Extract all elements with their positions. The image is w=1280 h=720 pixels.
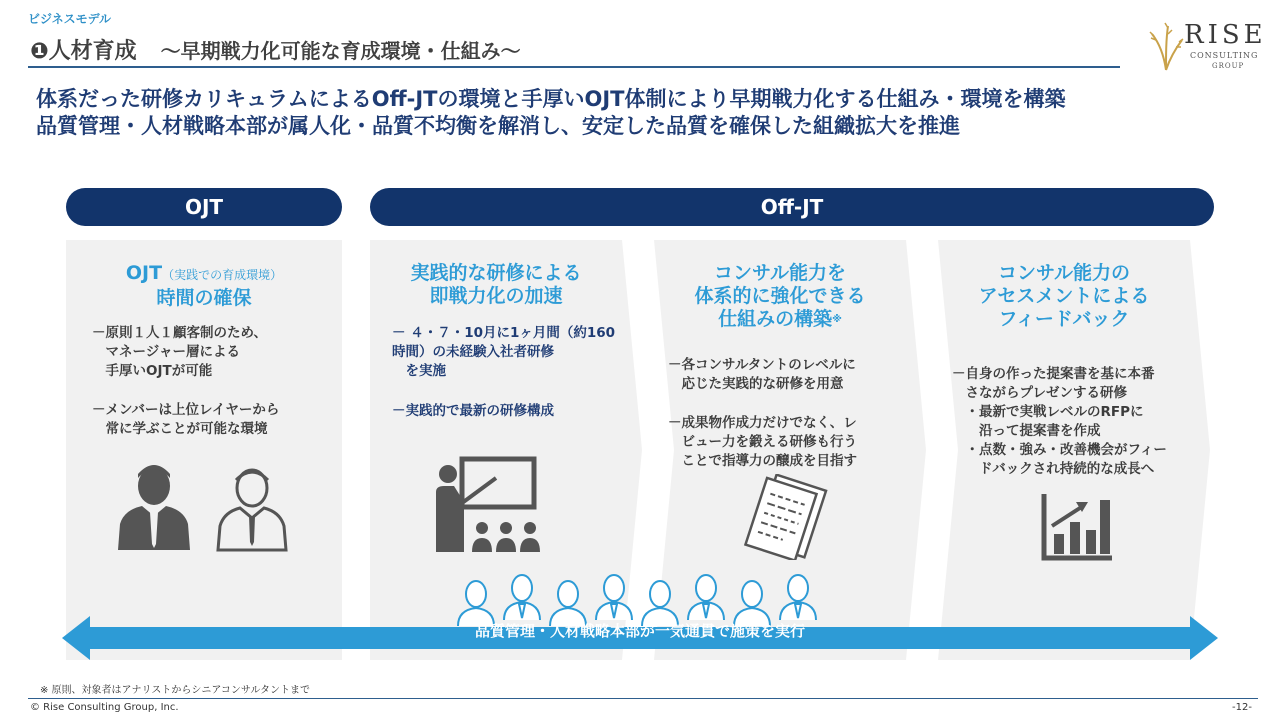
business-people-icon [112, 458, 302, 554]
logo-text: RISE [1184, 20, 1267, 50]
system-bullet-2: －成果物作成力だけでなく、レ ビュー力を鍛える研修も行う ことで指導力の醸成を目指す [668, 415, 857, 469]
footer-divider [28, 698, 1258, 699]
wheat-logo-icon [1146, 20, 1186, 72]
system-title-line1: コンサル能力を [713, 262, 847, 284]
ojt-title-line2: 時間の確保 [156, 287, 252, 309]
growth-chart-icon [1040, 492, 1116, 562]
documents-icon [742, 474, 832, 560]
ojt-bullet-2: －メンバーは上位レイヤーから 常に学ぶことが可能な環境 [92, 402, 280, 437]
title-main: ❶人材育成 [30, 39, 137, 64]
ojt-panel-title [66, 262, 342, 310]
ojt-header-pill: OJT [66, 188, 342, 226]
practice-title-line1: 実践的な研修による [410, 262, 582, 284]
practice-bullet-2: －実践的で最新の研修構成 [392, 403, 554, 419]
logo-subtext: CONSULTING [1190, 51, 1259, 60]
arrow-label: 品質管理・人材戦略本部が一気通貫で施策を実行 [474, 622, 805, 640]
logo-group-text: GROUP [1212, 62, 1245, 70]
offjt-header-pill: Off-JT [370, 188, 1214, 226]
system-title-footnote-mark: ※ [832, 314, 842, 325]
ojt-bullet-1: －原則１人１顧客制のため、 マネージャー層による 手厚いOJTが可能 [92, 325, 267, 379]
presentation-icon [434, 456, 552, 556]
system-title-line3: 仕組みの構築 [718, 308, 833, 330]
title-subtitle: ～早期戦力化可能な育成環境・仕組み～ [160, 39, 521, 63]
assessment-title-line2: アセスメントによる [978, 285, 1150, 307]
practice-bullet-1: － ４・７・10月に1ヶ月間（約160 時間）の未経験入社者研修 を実施 [392, 325, 616, 379]
system-bullet-1: －各コンサルタントのレベルに 応じた実践的な研修を用意 [668, 357, 856, 392]
company-logo [1146, 20, 1266, 72]
system-title-line2: 体系的に強化できる [694, 285, 866, 307]
section-label: ビジネスモデル [28, 12, 112, 26]
system-panel-title [654, 262, 906, 331]
copyright: © Rise Consulting Group, Inc. [30, 702, 179, 713]
title-divider [28, 66, 1120, 68]
lead-line-2: 品質管理・人材戦略本部が属人化・品質不均衡を解消し、安定した品質を確保した組織拡大を推進 [36, 114, 960, 138]
footnote: ※ 原則、対象者はアナリストからシニアコンサルタントまで [40, 685, 310, 696]
practice-title-line2: 即戦力化の加速 [429, 285, 563, 307]
page-number: -12- [1232, 702, 1252, 713]
assessment-bullet-1: －自身の作った提案書を基に本番 さながらプレゼンする研修 ・最新で実戦レベルのRFPに 沿って提案書を作成 ・点数・強み・改善機会がフィー ドバックされ持続的な成長へ [952, 366, 1167, 477]
lead-line-1: 体系だった研修カリキュラムによるOff-JTの環境と手厚いOJT体制により早期戦力化する仕組み・環境を構築 [36, 87, 1066, 111]
assessment-title-line1: コンサル能力の [997, 262, 1131, 284]
practice-panel-title [370, 262, 622, 308]
ojt-title-main: OJT [125, 262, 163, 284]
assessment-panel-title [938, 262, 1190, 331]
assessment-title-line3: フィードバック [998, 308, 1130, 330]
ojt-title-note: （実践での育成環境） [162, 268, 283, 282]
page-title [30, 34, 521, 65]
